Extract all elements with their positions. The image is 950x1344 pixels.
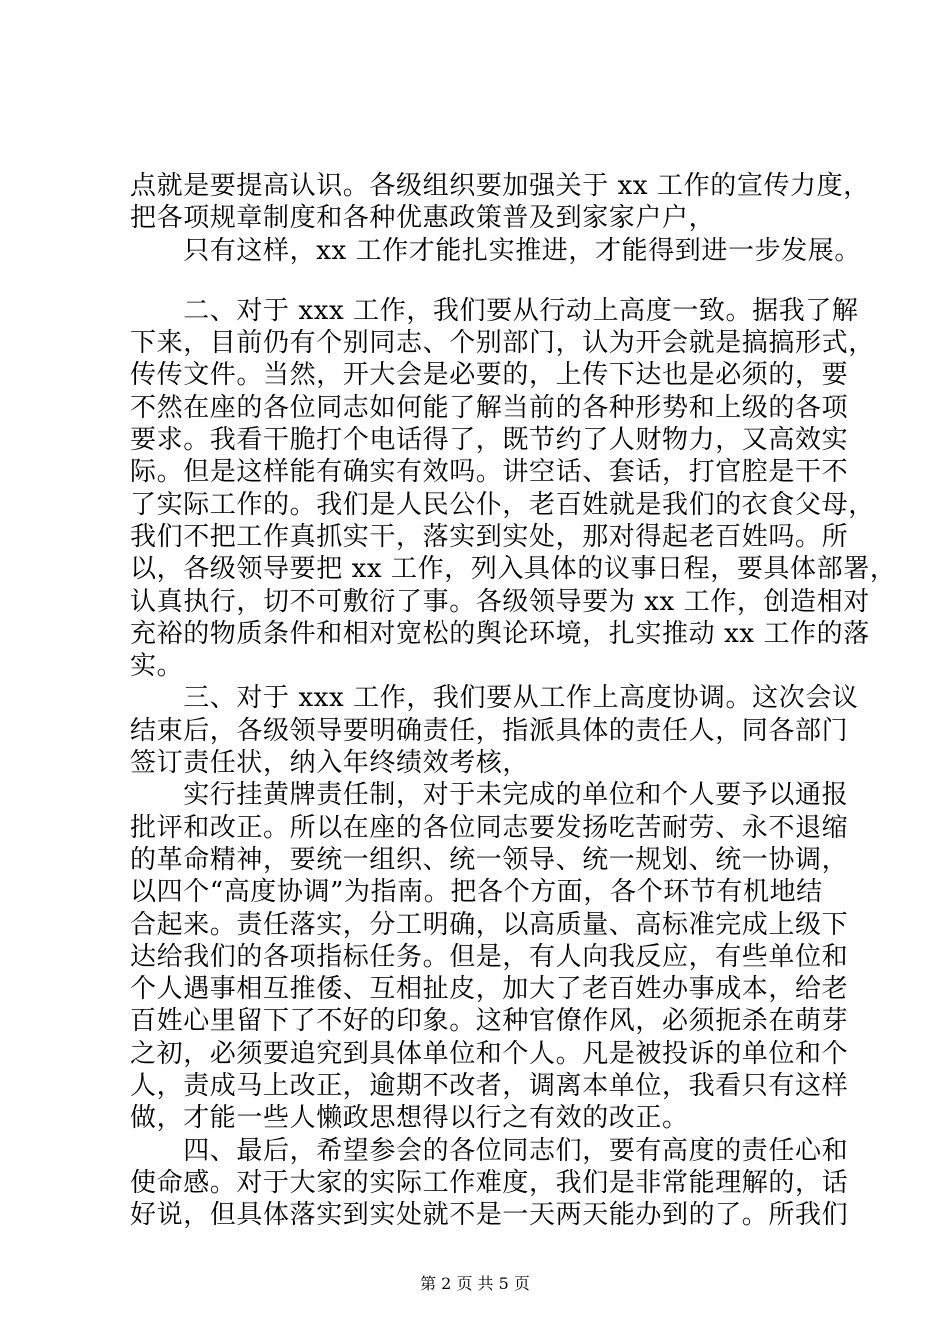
text-line: 的革命精神，要统一组织、统一领导、统一规划、统一协调，	[130, 844, 849, 875]
text-line: 使命感。对于大家的实际工作难度，我们是非常能理解的，话	[130, 1167, 849, 1198]
text-line: 好说，但具体落实到实处就不是一天两天能办到的了。所我们	[130, 1200, 849, 1231]
text-line: 三、对于 xxx 工作，我们要从工作上高度协调。这次会议	[130, 683, 859, 714]
text-line: 传传文件。当然，开大会是必要的，上传下达也是必须的，要	[130, 360, 849, 391]
text-line: 合起来。责任落实，分工明确，以高质量、高标准完成上级下	[130, 909, 849, 940]
text-line: 结束后，各级领导要明确责任，指派具体的责任人，同各部门	[130, 715, 849, 746]
text-line: 要求。我看干脆打个电话得了，既节约了人财物力，又高效实	[130, 425, 849, 456]
page-number: 第 2 页 共 5 页	[420, 1274, 530, 1293]
text-line: 做，才能一些人懒政思想得以行之有效的改正。	[130, 1103, 689, 1134]
text-line: 之初，必须要追究到具体单位和个人。凡是被投诉的单位和个	[130, 1038, 849, 1069]
text-line: 不然在座的各位同志如何能了解当前的各种形势和上级的各项	[130, 392, 849, 423]
text-line: 实行挂黄牌责任制，对于未完成的单位和个人要予以通报	[130, 780, 849, 811]
text-line: 充裕的物质条件和相对宽松的舆论环境，扎实推动 xx 工作的落	[130, 618, 870, 649]
text-line: 点就是要提高认识。各级组织要加强关于 xx 工作的宣传力度，	[130, 171, 870, 201]
text-line: 把各项规章制度和各种优惠政策普及到家家户户，	[130, 203, 716, 234]
text-line: 认真执行，切不可敷衍了事。各级领导要为 xx 工作，创造相对	[130, 586, 870, 617]
text-line: 二、对于 xxx 工作，我们要从行动上高度一致。据我了解	[130, 295, 859, 326]
text-line: 百姓心里留下了不好的印象。这种官僚作风，必须扼杀在萌芽	[130, 1006, 849, 1037]
document-body	[130, 170, 897, 1232]
text-line: 只有这样，xx 工作才能扎实推进，才能得到进一步发展。	[130, 235, 861, 266]
text-line: 实。	[130, 651, 184, 682]
text-line: 签订责任状，纳入年终绩效考核，	[130, 748, 530, 779]
text-line: 了实际工作的。我们是人民公仆，老百姓就是我们的衣食父母，	[130, 489, 875, 520]
text-line: 下来，目前仍有个别同志、个别部门，认为开会就是搞搞形式，	[130, 328, 875, 359]
text-line: 际。但是这样能有确实有效吗。讲空话、套话，打官腔是干不	[130, 457, 849, 488]
text-line: 以，各级领导要把 xx 工作，列入具体的议事日程，要具体部署，	[130, 554, 897, 585]
paragraph-gap	[130, 267, 830, 295]
text-line: 批评和改正。所以在座的各位同志要发扬吃苦耐劳、永不退缩	[130, 812, 849, 843]
text-line: 达给我们的各项指标任务。但是，有人向我反应，有些单位和	[130, 941, 849, 972]
text-line: 以四个“高度协调”为指南。把各个方面，各个环节有机地结	[130, 877, 823, 908]
text-line: 我们不把工作真抓实干，落实到实处，那对得起老百姓吗。所	[130, 521, 849, 552]
text-line: 人，责成马上改正，逾期不改者，调离本单位，我看只有这样	[130, 1071, 849, 1102]
text-line: 个人遇事相互推倭、互相扯皮，加大了老百姓办事成本，给老	[130, 974, 849, 1005]
page-footer	[0, 1274, 950, 1294]
text-line: 四、最后，希望参会的各位同志们，要有高度的责任心和	[130, 1135, 849, 1166]
